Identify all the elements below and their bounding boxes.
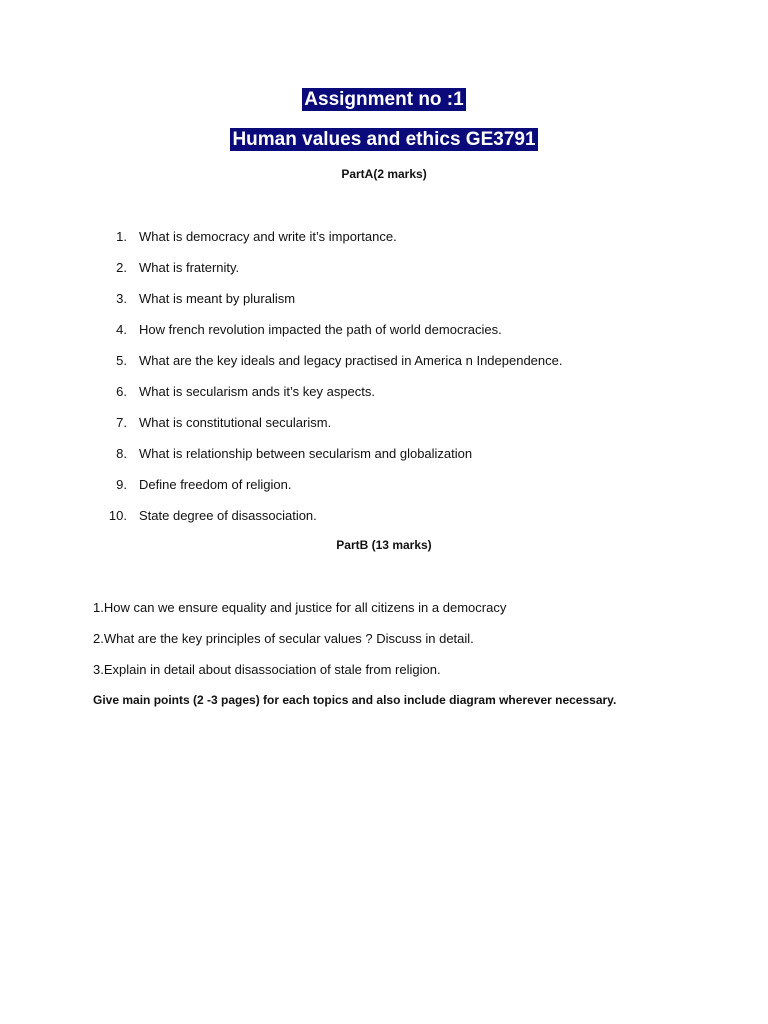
question-text: What is fraternity. (139, 260, 240, 275)
list-item (0, 229, 768, 260)
part-b-question-list (93, 600, 733, 693)
list-item (0, 508, 768, 539)
part-b-heading: PartB (13 marks) (336, 538, 432, 552)
question-number: 5. (116, 353, 127, 368)
question-text: What is relationship between secularism and globalization (139, 446, 473, 461)
list-item: 1.How can we ensure equality and justice for all citizens in a democracy (93, 600, 507, 615)
document-title: Assignment no :1 (304, 89, 464, 110)
list-item (0, 415, 768, 446)
question-number: 1. (116, 229, 127, 244)
question-number: 4. (116, 322, 127, 337)
question-text: State degree of disassociation. (139, 508, 317, 523)
question-text: How french revolution impacted the path of world democracies. (139, 322, 502, 337)
question-number: 10. (108, 508, 127, 523)
question-number: 9. (116, 477, 127, 492)
document-subtitle: Human values and ethics GE3791 (232, 129, 536, 150)
list-item: 3.Explain in detail about disassociation of stale from religion. (93, 662, 441, 677)
question-number: 2. (116, 260, 127, 275)
list-item (0, 384, 768, 415)
part-a-question-list (0, 229, 768, 539)
question-number: 3. (116, 291, 127, 306)
question-text: What is constitutional secularism. (139, 415, 332, 430)
question-number: 8. (116, 446, 127, 461)
list-item (0, 322, 768, 353)
subtitle-row (0, 128, 768, 151)
question-text: What is meant by pluralism (139, 291, 296, 306)
question-number: 6. (116, 384, 127, 399)
question-text: What are the key ideals and legacy practised in America n Independence. (139, 353, 563, 368)
list-item (0, 477, 768, 508)
list-item (0, 446, 768, 477)
part-a-heading: PartA(2 marks) (341, 167, 427, 181)
question-text: What is secularism ands it’s key aspects. (139, 384, 376, 399)
question-number: 7. (116, 415, 127, 430)
question-text: Define freedom of religion. (139, 477, 292, 492)
list-item (0, 291, 768, 322)
title-row (0, 88, 768, 111)
list-item: 2.What are the key principles of secular values ? Discuss in detail. (93, 631, 474, 646)
question-text: What is democracy and write it’s importance. (139, 229, 397, 244)
list-item (0, 353, 768, 384)
instruction-note: Give main points (2 -3 pages) for each topics and also include diagram wherever necessary. (93, 693, 617, 707)
list-item (0, 260, 768, 291)
